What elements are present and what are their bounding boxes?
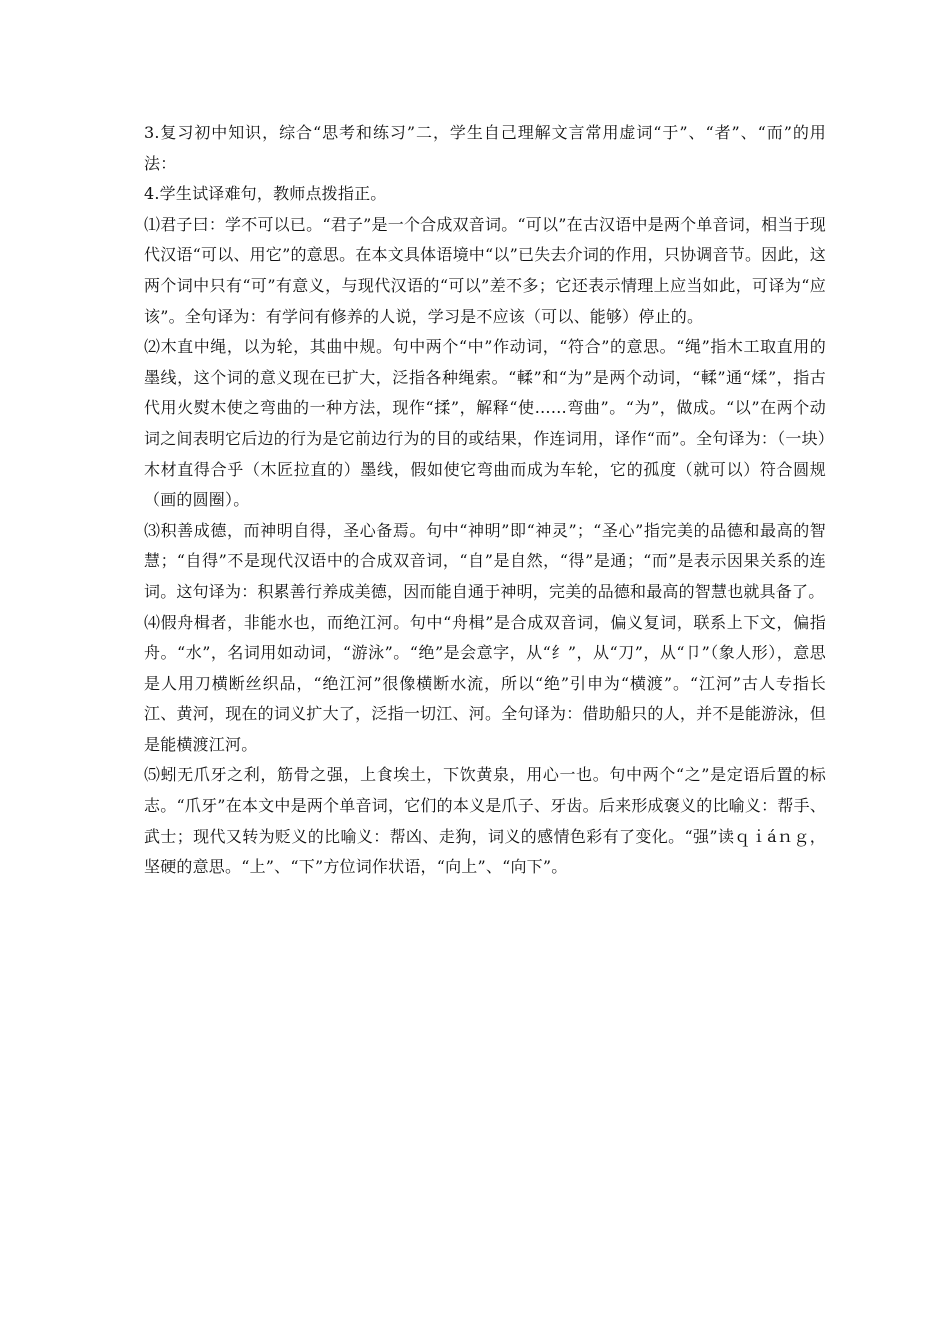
- paragraph-review-function-words: 3.复习初中知识，综合“思考和练习”二，学生自己理解文言常用虚词“于”、“者”、“而”的用法：: [144, 123, 826, 173]
- paragraph-sentence-4: ⑷假舟楫者，非能水也，而绝江河。句中“舟楫”是合成双音词，偏义复词，联系上下文，偏指舟。“水”，名词用如动词，“游泳”。“绝”是会意字，从“纟”，从“刀”，从“卩”（象人形），意思是人用刀横断丝织品，“绝江河”很像横断水流，所以“绝”引申为“横渡”。“江河”古人专指长江、黄河，现在的词义扩大了，泛指一切江、河。全句译为：借助船只的人，并不是能游泳，但是能横渡江河。: [144, 612, 826, 754]
- paragraph-sentence-5: ⑸蚓无爪牙之利，筋骨之强，上食埃土，下饮黄泉，用心一也。句中两个“之”是定语后置的标志。“爪牙”在本文中是两个单音词，它们的本义是爪子、牙齿。后来形成褒义的比喻义：帮手、武士；现代又转为贬义的比喻义：帮凶、走狗，词义的感情色彩有了变化。“强”读ｑｉáｎｇ，坚硬的意思。“上”、“下”方位词作状语，“向上”、“向下”。: [144, 765, 826, 877]
- paragraph-sentence-1: ⑴君子曰：学不可以已。“君子”是一个合成双音词。“可以”在古汉语中是两个单音词，相当于现代汉语“可以、用它”的意思。在本文具体语境中“以”已失去介词的作用，只协调音节。因此，这两个词中只有“可”有意义，与现代汉语的“可以”差不多；它还表示情理上应当如此，可译为“应该”。全句译为：有学问有修养的人说，学习是不应该（可以、能够）停止的。: [144, 214, 826, 326]
- paragraph-sentence-3: ⑶积善成德，而神明自得，圣心备焉。句中“神明”即“神灵”；“圣心”指完美的品德和最高的智慧；“自得”不是现代汉语中的合成双音词，“自”是自然，“得”是通；“而”是表示因果关系的连词。这句译为：积累善行养成美德，因而能自通于神明，完美的品德和最高的智慧也就具备了。: [144, 520, 826, 601]
- paragraph-translate-difficult-sentences: 4.学生试译难句，教师点拨指正。: [144, 184, 387, 204]
- document-page: [144, 118, 826, 883]
- paragraph-sentence-2: ⑵木直中绳，以为轮，其曲中规。句中两个“中”作动词，“符合”的意思。“绳”指木工取直用的墨线，这个词的意义现在已扩大，泛指各种绳索。“輮”和“为”是两个动词，“輮”通“煣”，指古代用火熨木使之弯曲的一种方法，现作“揉”，解释“使……弯曲”。“为”，做成。“以”在两个动词之间表明它后边的行为是它前边行为的目的或结果，作连词用，译作“而”。全句译为：（一块）木材直得合乎（木匠拉直的）墨线，假如使它弯曲而成为车轮，它的孤度（就可以）符合圆规（画的圆圈）。: [144, 337, 826, 510]
